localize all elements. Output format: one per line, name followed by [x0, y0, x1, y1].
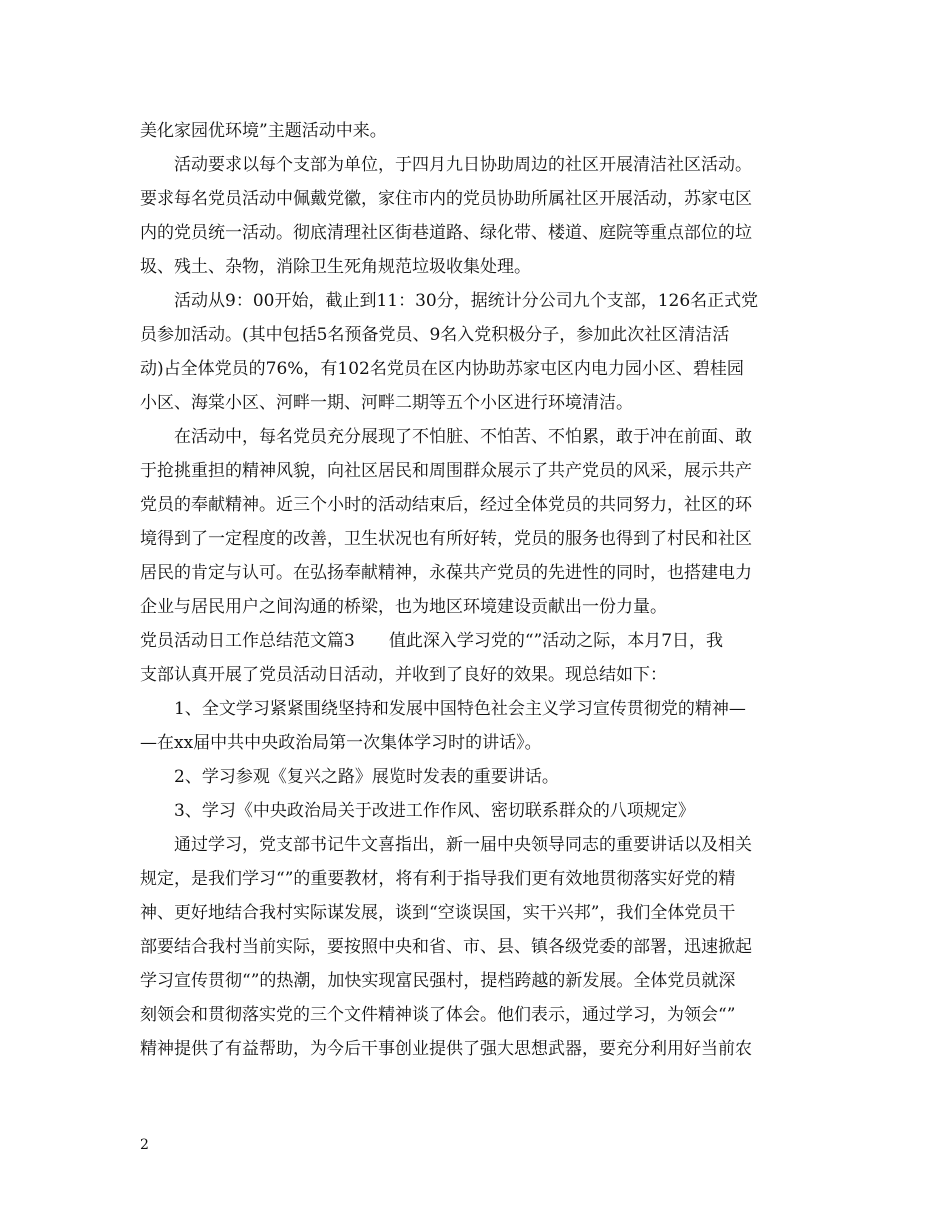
text-line: 刻领会和贯彻落实党的三个文件精神谈了体会。他们表示，通过学习，为领会“”	[140, 1005, 736, 1025]
text-line: —在xx届中共中央政治局第一次集体学习时的讲话》。	[140, 733, 542, 753]
text-line: 于抢挑重担的精神风貌，向社区居民和周围群众展示了共产党员的风采，展示共产	[140, 461, 752, 481]
text-line: 支部认真开展了党员活动日活动，并收到了良好的效果。现总结如下：	[140, 665, 667, 685]
text-line: 美化家园优环境”主题活动中来。	[140, 121, 387, 141]
text-line: 员参加活动。(其中包括5名预备党员、9名入党积极分子，参加此次社区清洁活	[140, 325, 730, 345]
list-item: 3、学习《中央政治局关于改进工作作风、密切联系群众的八项规定》	[174, 801, 695, 821]
text-line: 学习宣传贯彻“”的热潮，加快实现富民强村，提档跨越的新发展。全体党员就深	[140, 971, 736, 991]
text-line: 小区、海棠小区、河畔一期、河畔二期等五个小区进行环境清洁。	[140, 393, 633, 413]
heading-followup-text: 值此深入学习党的“”活动之际，本月7日，我	[388, 631, 724, 651]
paragraph-start: 在活动中，每名党员充分展现了不怕脏、不怕苦、不怕累，敢于冲在前面、敢	[174, 427, 752, 447]
document-body	[140, 114, 812, 1066]
text-line: 规定，是我们学习“”的重要教材，将有利于指导我们更有效地贯彻落实好党的精	[140, 869, 736, 889]
text-line: 部要结合我村当前实际，要按照中央和省、市、县、镇各级党委的部署，迅速掀起	[140, 937, 752, 957]
text-line: 要求每名党员活动中佩戴党徽，家住市内的党员协助所属社区开展活动，苏家屯区	[140, 189, 752, 209]
text-line: 神、更好地结合我村实际谋发展，谈到“空谈误国，实干兴邦”，我们全体党员干	[140, 903, 736, 923]
paragraph-start: 通过学习，党支部书记牛文喜指出，新一届中央领导同志的重要讲话以及相关	[174, 835, 752, 855]
text-line: 精神提供了有益帮助，为今后干事创业提供了强大思想武器，要充分利用好当前农	[140, 1039, 752, 1059]
section-heading: 党员活动日工作总结范文篇3	[140, 631, 355, 651]
text-line: 企业与居民用户之间沟通的桥梁，也为地区环境建设贡献出一份力量。	[140, 597, 667, 617]
text-line: 圾、残土、杂物，消除卫生死角规范垃圾收集处理。	[140, 257, 531, 277]
paragraph-start: 活动要求以每个支部为单位，于四月九日协助周边的社区开展清洁社区活动。	[174, 155, 752, 175]
page-number: 2	[140, 1137, 149, 1153]
text-line: 居民的肯定与认可。在弘扬奉献精神，永葆共产党员的先进性的同时，也搭建电力	[140, 563, 752, 583]
text-line: 境得到了一定程度的改善，卫生状况也有所好转，党员的服务也得到了村民和社区	[140, 529, 752, 549]
section-heading-line	[140, 624, 812, 658]
text-line: 动)占全体党员的76%，有102名党员在区内协助苏家屯区内电力园小区、碧桂园	[140, 359, 744, 379]
list-item: 2、学习参观《复兴之路》展览时发表的重要讲话。	[174, 767, 559, 787]
paragraph-start: 活动从9：00开始，截止到11：30分，据统计分公司九个支部，126名正式党	[174, 291, 759, 311]
text-line: 内的党员统一活动。彻底清理社区街巷道路、绿化带、楼道、庭院等重点部位的垃	[140, 223, 752, 243]
list-item: 1、全文学习紧紧围绕坚持和发展中国特色社会主义学习宣传贯彻党的精神—	[174, 699, 746, 719]
text-line: 党员的奉献精神。近三个小时的活动结束后，经过全体党员的共同努力，社区的环	[140, 495, 752, 515]
